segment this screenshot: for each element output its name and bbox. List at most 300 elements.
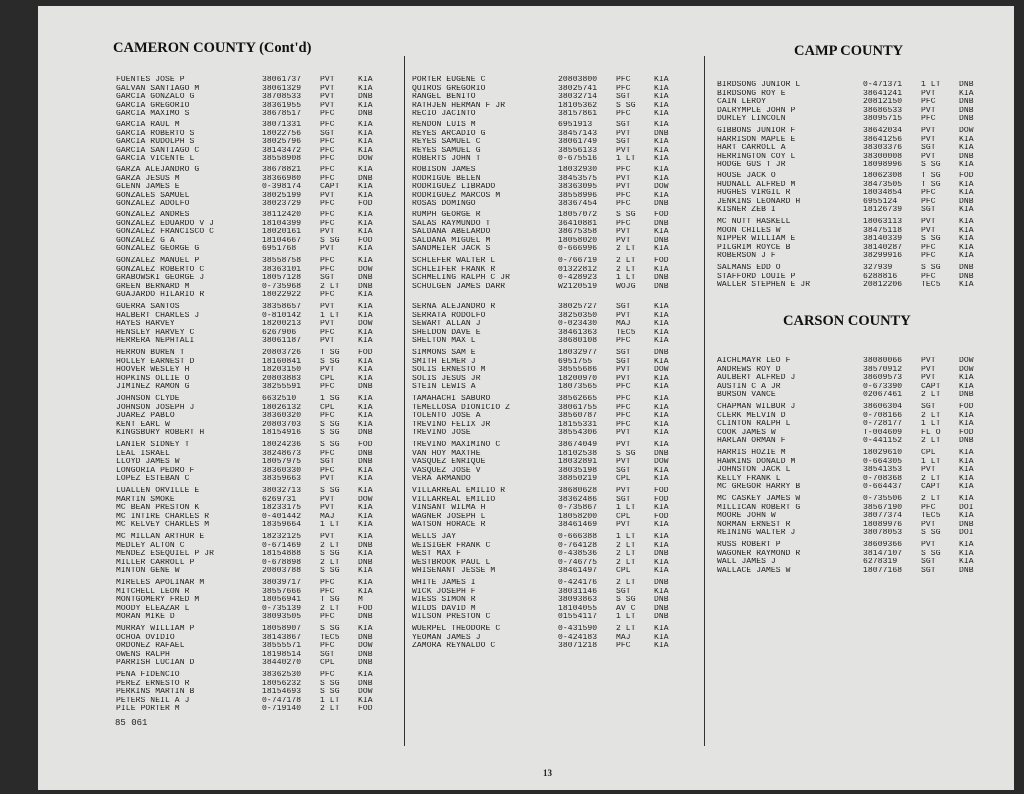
entry-name: SALAS RAYMUNDO T	[412, 219, 491, 228]
entry-serial: 18073565	[558, 383, 598, 392]
entry-name: KINGSBURY ROBERT H	[116, 429, 205, 438]
roster-entry	[116, 513, 386, 522]
entry-serial: 38248673	[262, 449, 302, 458]
entry-name: HOOVER WESLEY H	[116, 366, 190, 375]
entry-serial: 0-766719	[558, 257, 598, 265]
entry-status: KIA	[358, 521, 373, 530]
entry-serial: 18359664	[262, 521, 302, 530]
entry-serial: 0-441152	[863, 437, 903, 446]
entry-rank: SGT	[616, 357, 631, 366]
roster-entry	[412, 211, 682, 220]
roster-entry	[717, 558, 987, 567]
entry-status: KIA	[959, 252, 974, 261]
entry-rank: 2 LT	[921, 391, 941, 400]
entry-status: KIA	[959, 180, 974, 189]
entry-serial: 38071218	[558, 642, 598, 651]
entry-name: HAWKINS DONALD M	[717, 457, 796, 466]
entry-group	[412, 76, 682, 119]
roster-entry	[116, 274, 386, 283]
entry-rank: PVT	[616, 374, 631, 383]
entry-rank: 2 LT	[921, 495, 941, 503]
roster-entry	[717, 449, 987, 458]
entry-status: KIA	[959, 218, 974, 226]
entry-rank: PFC	[921, 272, 936, 281]
entry-status: KIA	[654, 146, 669, 155]
entry-rank: TEC5	[320, 633, 340, 642]
entry-rank: PFC	[320, 671, 335, 679]
entry-name: VAN HOY MAXTHE	[412, 449, 481, 458]
entry-status: KIA	[358, 466, 373, 475]
entry-status: KIA	[654, 541, 669, 550]
entry-serial: 6955124	[863, 197, 898, 206]
entry-group	[717, 264, 987, 290]
roster-entry	[412, 358, 682, 367]
entry-serial: 38093863	[558, 596, 598, 605]
entry-name: WIESS SIMON R	[412, 596, 476, 605]
roster-entry	[412, 93, 682, 102]
entry-rank: SGT	[616, 587, 631, 596]
entry-rank: PFC	[320, 613, 335, 622]
roster-entry	[116, 579, 386, 588]
entry-rank: PVT	[921, 226, 936, 235]
entry-status: DNB	[959, 391, 974, 400]
roster-entry	[116, 651, 386, 660]
entry-serial: 18089976	[863, 520, 903, 529]
entry-group	[116, 487, 386, 530]
entry-group	[116, 257, 386, 300]
entry-name: HALBERT CHARLES J	[116, 311, 200, 320]
entry-rank: PFC	[320, 200, 335, 209]
entry-name: PORTER EUGENE C	[412, 76, 486, 84]
roster-entry	[116, 183, 386, 192]
entry-rank: PVT	[616, 146, 631, 155]
entry-rank: CPL	[921, 449, 936, 457]
entry-status: KIA	[654, 441, 669, 449]
entry-serial: 38080066	[863, 357, 903, 365]
roster-entry	[717, 244, 987, 253]
entry-name: MOORE JOHN W	[717, 512, 776, 521]
roster-entry	[717, 181, 987, 190]
entry-status: KIA	[959, 457, 974, 466]
entry-serial: 38457143	[558, 129, 598, 138]
roster-entry	[412, 496, 682, 505]
roster-entry	[116, 634, 386, 643]
entry-name: SOLIS ERNESTO M	[412, 366, 486, 375]
entry-rank: PFC	[921, 252, 936, 261]
entry-rank: S SG	[320, 357, 340, 366]
entry-serial: 38461497	[558, 567, 598, 576]
roster-entry	[116, 383, 386, 392]
entry-group	[412, 166, 682, 209]
entry-rank: PVT	[921, 466, 936, 475]
entry-status: DNB	[358, 613, 373, 622]
roster-entry	[412, 349, 682, 358]
entry-name: GARZA JESUS M	[116, 174, 180, 183]
entry-name: PEREZ ERNESTO R	[116, 679, 190, 688]
entry-serial: 18098996	[863, 161, 903, 170]
entry-serial: 38143867	[262, 633, 302, 642]
roster-entry	[116, 291, 386, 300]
entry-serial: 18104399	[262, 219, 302, 228]
entry-status: DNB	[358, 633, 373, 642]
entry-name: GARCIA ROBERTO S	[116, 129, 195, 138]
entry-status: DNB	[358, 110, 373, 119]
entry-serial: 20803800	[558, 76, 598, 84]
entry-serial: 38557666	[262, 587, 302, 596]
entry-name: SHELDON DAVE E	[412, 328, 481, 337]
entry-rank: PVT	[921, 520, 936, 529]
entry-serial: 38140287	[863, 243, 903, 252]
entry-name: MC INTIRE CHARLES R	[116, 512, 210, 521]
entry-group	[116, 625, 386, 668]
entry-name: GONZALEZ G A	[116, 236, 175, 245]
entry-status: KIA	[959, 374, 974, 383]
entry-serial: 38061329	[262, 84, 302, 93]
entry-name: SERNA ALEJANDRO R	[412, 303, 496, 311]
entry-name: SCHLEFER WALTER L	[412, 257, 496, 265]
entry-serial: 0-666996	[558, 245, 598, 254]
roster-entry	[116, 337, 386, 346]
entry-serial: 0-728177	[863, 420, 903, 429]
entry-status: KIA	[654, 504, 669, 513]
entry-name: TOLENTO JOSE A	[412, 412, 481, 421]
entry-status: DOW	[358, 320, 373, 329]
entry-rank: PVT	[320, 495, 335, 504]
entry-rank: 1 SG	[320, 395, 340, 403]
entry-rank: PFC	[616, 84, 631, 93]
entry-serial: 18198514	[262, 650, 302, 659]
entry-serial: 38071331	[262, 121, 302, 129]
entry-status: DNB	[654, 604, 669, 613]
entry-serial: 38095715	[863, 115, 903, 124]
entry-rank: PFC	[616, 395, 631, 403]
entry-rank: PFC	[616, 76, 631, 84]
entry-serial: 18126739	[863, 206, 903, 215]
entry-group	[717, 218, 987, 261]
entry-status: KIA	[654, 466, 669, 475]
entry-name: BIRDSONG JUNIOR L	[717, 81, 801, 89]
entry-rank: PVT	[921, 365, 936, 374]
roster-entry	[116, 467, 386, 476]
roster-entry	[116, 533, 386, 542]
roster-entry	[717, 366, 987, 375]
roster-entry	[717, 458, 987, 467]
roster-entry	[412, 521, 682, 530]
entry-status: DOI	[959, 503, 974, 512]
entry-serial: 38023729	[262, 200, 302, 209]
entry-rank: CPL	[616, 512, 631, 521]
roster-entry	[116, 550, 386, 559]
entry-status: DNB	[358, 650, 373, 659]
entry-name: WALLER STEPHEN E JR	[717, 281, 811, 290]
entry-rank: PFC	[616, 191, 631, 200]
entry-serial: 38558996	[558, 191, 598, 200]
roster-entry	[717, 273, 987, 282]
entry-status: DNB	[654, 596, 669, 605]
entry-status: FOD	[959, 172, 974, 180]
entry-serial: 0-671469	[262, 541, 302, 550]
entry-serial: 38362530	[262, 671, 302, 679]
roster-entry	[717, 127, 987, 136]
entry-rank: SGT	[921, 206, 936, 215]
roster-entry	[717, 206, 987, 215]
entry-name: YEOMAN JAMES J	[412, 633, 481, 642]
entry-name: NIPPER WILLIAM E	[717, 235, 796, 244]
roster-entry	[116, 458, 386, 467]
entry-status: KIA	[358, 311, 373, 320]
entry-serial: 38558758	[262, 257, 302, 265]
entry-serial: 38367454	[558, 200, 598, 209]
entry-serial: 38567190	[863, 503, 903, 512]
entry-group	[116, 211, 386, 254]
entry-rank: CPL	[616, 475, 631, 484]
entry-status: DNB	[358, 174, 373, 183]
roster-entry	[116, 366, 386, 375]
entry-name: RODRIGUEZ MARCOS M	[412, 191, 501, 200]
roster-entry	[717, 107, 987, 116]
entry-serial: 6288816	[863, 272, 898, 281]
entry-group	[116, 533, 386, 576]
entry-serial: 0-764128	[558, 541, 598, 550]
entry-rank: SGT	[921, 403, 936, 411]
roster-entry	[412, 192, 682, 201]
entry-serial: 38361955	[262, 101, 302, 110]
entry-status: KIA	[358, 412, 373, 421]
roster-entry	[412, 155, 682, 164]
entry-status: KIA	[358, 487, 373, 495]
entry-status: FOD	[654, 211, 669, 219]
entry-name: SOLIS JESUS JR	[412, 374, 481, 383]
roster-entry	[717, 172, 987, 181]
entry-status: KIA	[959, 189, 974, 198]
entry-serial: 38609573	[863, 374, 903, 383]
entry-status: M	[358, 596, 363, 605]
entry-rank: PVT	[616, 429, 631, 438]
entry-rank: PVT	[320, 366, 335, 375]
roster-entry	[116, 642, 386, 651]
roster-entry	[412, 320, 682, 329]
roster-entry	[116, 521, 386, 530]
entry-name: WALLACE JAMES W	[717, 566, 791, 575]
entry-serial: 38255591	[262, 383, 302, 392]
entry-name: KISNER ZEB I	[717, 206, 776, 215]
entry-status: KIA	[654, 191, 669, 200]
entry-rank: AV C	[616, 604, 636, 613]
entry-rank: S SG	[616, 101, 636, 110]
entry-status: DOW	[358, 495, 373, 504]
entry-serial: 38359663	[262, 475, 302, 484]
entry-rank: PFC	[921, 197, 936, 206]
entry-serial: 01554117	[558, 613, 598, 622]
entry-serial: 6278319	[863, 558, 898, 567]
entry-status: KIA	[358, 420, 373, 429]
entry-group	[412, 121, 682, 164]
entry-name: HARRISON MAPLE E	[717, 135, 796, 144]
entry-name: GARCIA GREGORIO	[116, 101, 190, 110]
entry-serial: 38680108	[558, 337, 598, 346]
county-header-cameron: CAMERON COUNTY (Cont'd)	[113, 40, 312, 56]
roster-entry	[717, 357, 987, 366]
entry-serial: 38035198	[558, 466, 598, 475]
entry-name: PERKINS MARTIN B	[116, 688, 195, 697]
roster-entry	[412, 110, 682, 119]
entry-status: KIA	[358, 76, 373, 84]
entry-name: MOODY ELEAZAR L	[116, 604, 190, 613]
entry-name: CLINTON RALPH L	[717, 420, 791, 429]
entry-serial: 0-735139	[262, 604, 302, 613]
roster-entry	[717, 420, 987, 429]
entry-status: KIA	[654, 155, 669, 164]
entry-rank: S SG	[616, 596, 636, 605]
entry-name: SALDANA MIGUEL M	[412, 236, 491, 245]
entry-group	[717, 127, 987, 170]
entry-serial: 38025741	[558, 84, 598, 93]
roster-entry	[412, 283, 682, 292]
entry-name: RATHJEN HERMAN F JR	[412, 101, 506, 110]
entry-rank: PVT	[320, 101, 335, 110]
entry-serial: 38032714	[558, 93, 598, 102]
entry-status: DNB	[959, 437, 974, 446]
entry-rank: 2 LT	[616, 579, 636, 587]
entry-status: KIA	[358, 291, 373, 300]
entry-status: DNB	[654, 129, 669, 138]
entry-status: KIA	[654, 328, 669, 337]
entry-group	[412, 349, 682, 392]
roster-entry	[412, 228, 682, 237]
entry-rank: PVT	[616, 183, 631, 192]
roster-entry	[412, 579, 682, 588]
entry-name: HARRIS HOZIE M	[717, 449, 786, 457]
entry-name: PENA FIDENCIO	[116, 671, 180, 679]
roster-entry	[717, 383, 987, 392]
entry-rank: CPL	[616, 567, 631, 576]
entry-rank: 1 LT	[616, 504, 636, 513]
entry-rank: PFC	[320, 328, 335, 337]
roster-entry	[116, 166, 386, 175]
roster-entry	[717, 483, 987, 492]
roster-entry	[412, 266, 682, 275]
entry-name: GONZALEZ ANDRES	[116, 211, 190, 219]
roster-entry	[412, 605, 682, 614]
roster-entry	[412, 375, 682, 384]
entry-status: KIA	[654, 403, 669, 412]
entry-rank: CAPT	[921, 483, 941, 492]
entry-serial: 18056941	[262, 596, 302, 605]
entry-rank: S SG	[320, 550, 340, 559]
entry-status: KIA	[654, 625, 669, 633]
entry-rank: PFC	[320, 579, 335, 587]
roster-entry	[717, 429, 987, 438]
entry-name: REINING WALTER J	[717, 529, 796, 538]
entry-serial: 0-398174	[262, 183, 302, 192]
entry-name: MILLER CARROLL P	[116, 558, 195, 567]
roster-entry	[116, 567, 386, 576]
entry-serial: 0-746775	[558, 558, 598, 567]
entry-rank: PFC	[320, 219, 335, 228]
roster-entry	[412, 383, 682, 392]
entry-rank: SGT	[616, 93, 631, 102]
entry-serial: 6269731	[262, 495, 297, 504]
entry-group	[412, 487, 682, 530]
roster-entry	[412, 504, 682, 513]
entry-rank: MAJ	[616, 320, 631, 329]
county-header-carson: CARSON COUNTY	[783, 313, 911, 329]
roster-entry	[412, 312, 682, 321]
entry-status: DNB	[654, 219, 669, 228]
column-divider-2	[704, 56, 705, 746]
entry-name: LUALLEN ORVILLE E	[116, 487, 200, 495]
entry-name: HUGHES VIRGIL R	[717, 189, 791, 198]
entry-serial: 38440270	[262, 659, 302, 668]
roster-entry	[717, 144, 987, 153]
entry-name: RUSS ROBERT P	[717, 541, 781, 549]
entry-status: KIA	[959, 382, 974, 391]
roster-entry	[717, 90, 987, 99]
entry-serial: 38061755	[558, 403, 598, 412]
entry-serial: 0-401442	[262, 512, 302, 521]
entry-group	[717, 403, 987, 446]
entry-status: KIA	[654, 84, 669, 93]
entry-status: KIA	[654, 265, 669, 274]
entry-status: DNB	[654, 274, 669, 283]
entry-rank: SGT	[616, 466, 631, 475]
entry-serial: 18026132	[262, 403, 302, 412]
entry-serial: 38473505	[863, 180, 903, 189]
entry-serial: 0-708368	[863, 474, 903, 483]
entry-name: GLENN JAMES E	[116, 183, 180, 192]
entry-rank: PFC	[616, 166, 631, 174]
roster-entry	[717, 550, 987, 559]
entry-status: KIA	[959, 206, 974, 215]
entry-status: KIA	[358, 219, 373, 228]
entry-status: KIA	[959, 541, 974, 549]
entry-status: DOW	[358, 155, 373, 164]
entry-rank: 2 LT	[616, 541, 636, 550]
entry-status: DNB	[358, 558, 373, 567]
entry-name: ROBERSON J F	[717, 252, 776, 261]
entry-name: AICHLMAYR LEO F	[717, 357, 791, 365]
entry-status: KIA	[654, 395, 669, 403]
entry-status: KIA	[654, 567, 669, 576]
entry-serial: 0-708166	[863, 411, 903, 420]
entry-status: DNB	[959, 115, 974, 124]
entry-serial: 38039717	[262, 579, 302, 587]
roster-entry	[116, 211, 386, 220]
entry-rank: SGT	[616, 138, 631, 147]
entry-status: DNB	[358, 679, 373, 688]
roster-entry	[116, 596, 386, 605]
entry-rank: 2 LT	[320, 558, 340, 567]
entry-rank: PVT	[320, 228, 335, 237]
entry-serial: 38606304	[863, 403, 903, 411]
roster-entry	[412, 642, 682, 651]
entry-serial: 20803883	[262, 374, 302, 383]
entry-status: KIA	[959, 495, 974, 503]
roster-entry	[717, 495, 987, 504]
entry-rank: PFC	[320, 265, 335, 274]
entry-rank: PFC	[616, 642, 631, 651]
entry-name: SCHULGEN JAMES DARR	[412, 282, 506, 291]
entry-rank: PVT	[616, 228, 631, 237]
entry-rank: SGT	[616, 303, 631, 311]
entry-name: ORDONEZ RAFAEL	[116, 642, 185, 651]
entry-group	[116, 166, 386, 209]
entry-group	[116, 671, 386, 714]
entry-rank: PVT	[921, 127, 936, 135]
roster-entry	[412, 257, 682, 266]
entry-rank: PVT	[921, 357, 936, 365]
entry-name: GONZALES SAMUEL	[116, 191, 190, 200]
